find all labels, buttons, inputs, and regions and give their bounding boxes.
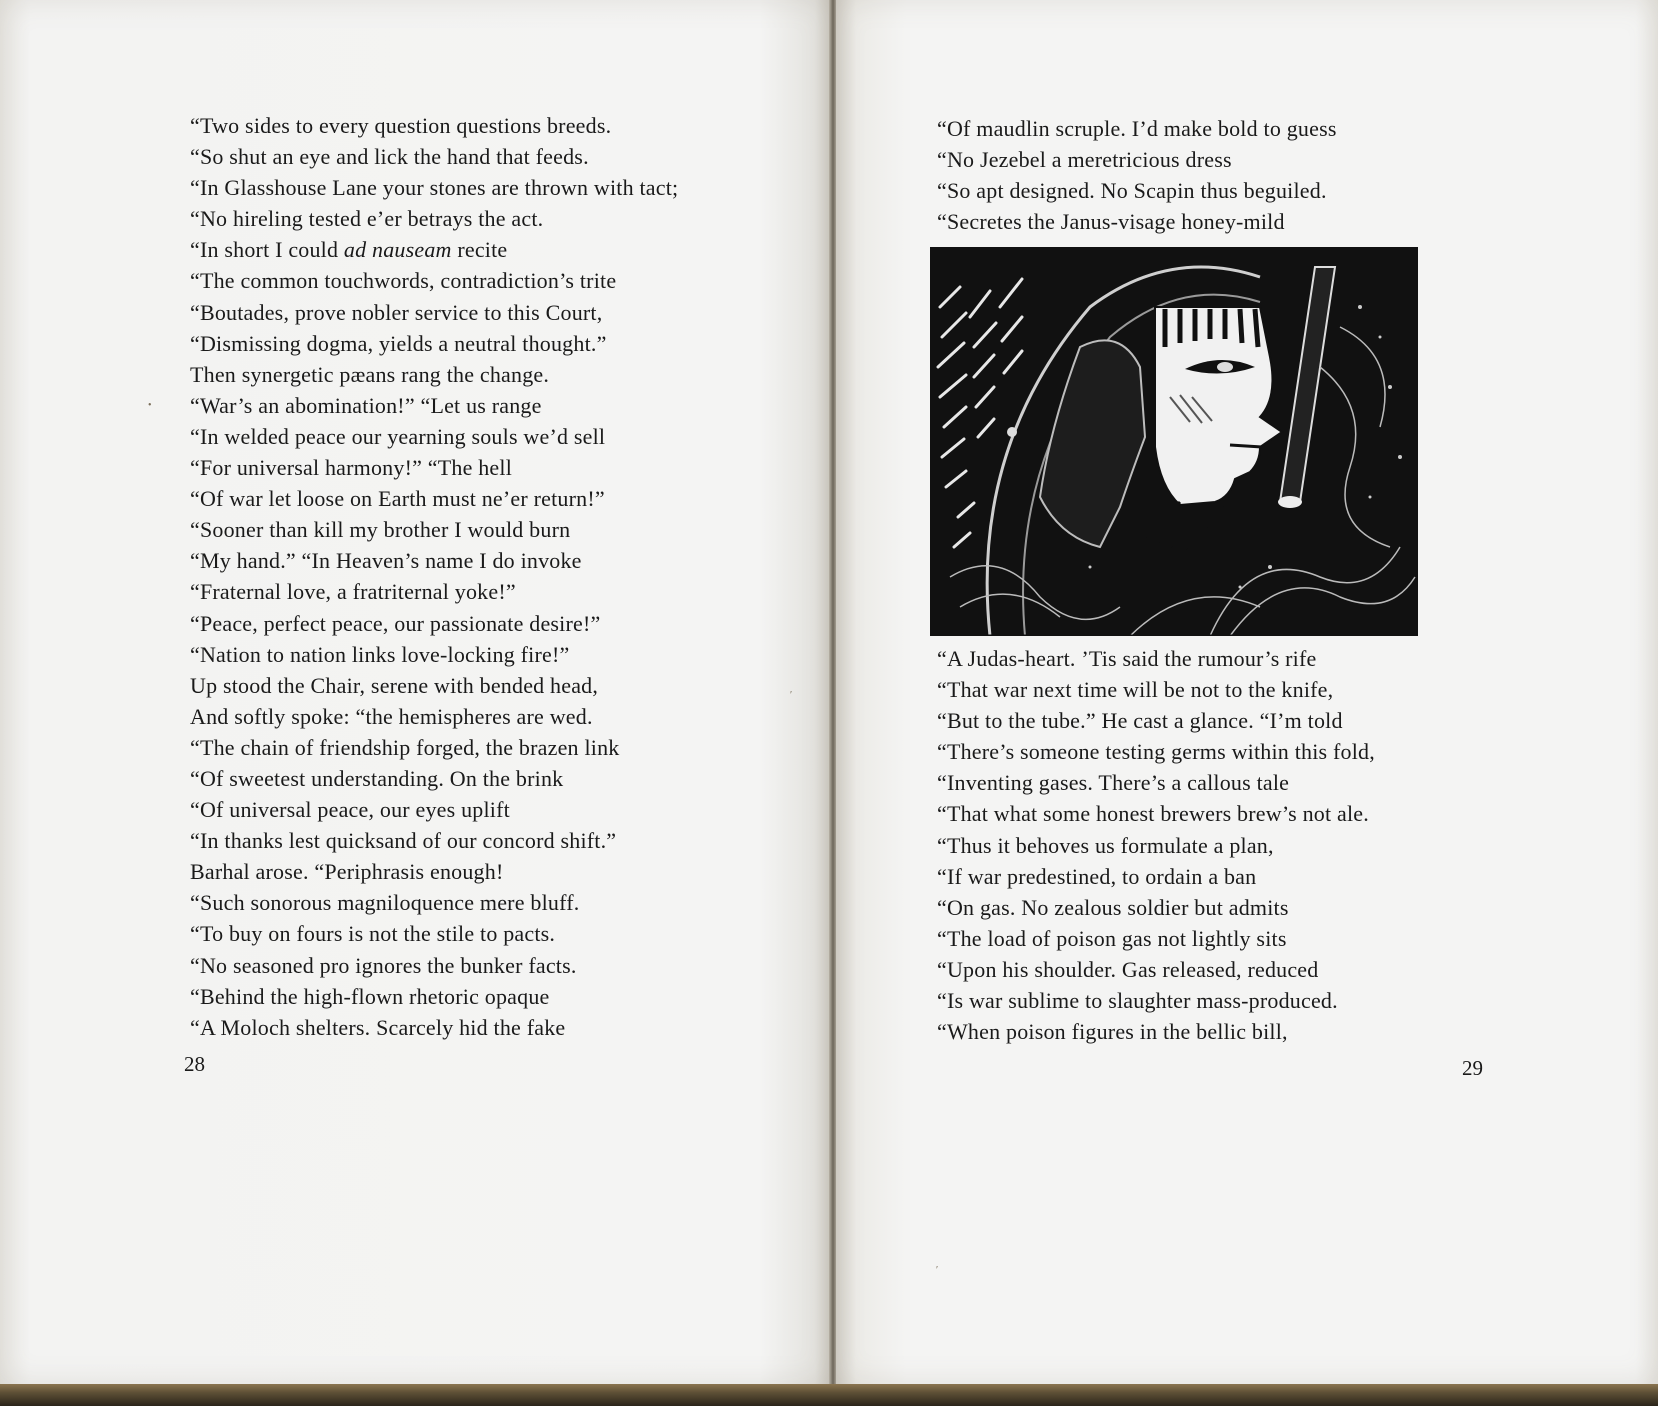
verse-line: “So apt designed. No Scapin thus beguiled. (937, 178, 1327, 204)
verse-line (190, 234, 678, 265)
paper-speck: • (148, 400, 152, 411)
verse-line: “In welded peace our yearning souls we’d sell (190, 423, 606, 449)
verse-line: “Of sweetest understanding. On the brink (190, 765, 564, 791)
book-cover-edge (0, 1384, 1658, 1406)
verse-line: “If war predestined, to ordain a ban (937, 863, 1257, 889)
verse-line: “That what some honest brewers brew’s not ale. (937, 801, 1369, 827)
verse-line: “No Jezebel a meretricious dress (937, 147, 1232, 173)
verse-text: “In short I could (190, 237, 344, 263)
verse-line: “When poison figures in the bellic bill, (937, 1019, 1288, 1045)
verse-line: “No seasoned pro ignores the bunker facts. (190, 952, 577, 978)
verse-line: “My hand.” “In Heaven’s name I do invoke (190, 548, 582, 574)
verse-line: “The common touchwords, contradiction’s trite (190, 268, 617, 294)
verse-text: recite (451, 237, 508, 263)
paper-speck: ′ (936, 1265, 939, 1276)
verse-line: Barhal arose. “Periphrasis enough! (190, 859, 504, 885)
left-page (0, 0, 831, 1384)
verse-line: “Nation to nation links love-locking fire!” (190, 641, 570, 667)
verse-line: “In Glasshouse Lane your stones are thrown with tact; (190, 175, 679, 201)
verse-line: Up stood the Chair, serene with bended head, (190, 672, 599, 698)
verse-line: “So shut an eye and lick the hand that feeds. (190, 144, 589, 170)
verse-line: “Behind the high-flown rhetoric opaque (190, 983, 550, 1009)
left-page-text (190, 110, 678, 1043)
verse-line: “Two sides to every question questions breeds. (190, 113, 612, 138)
verse-line: “Dismissing dogma, yields a neutral thought.” (190, 330, 607, 356)
verse-line: “A Judas-heart. ’Tis said the rumour’s rife (937, 646, 1317, 671)
italic-phrase: ad nauseam (343, 237, 452, 263)
verse-line: “A Moloch shelters. Scarcely hid the fake (190, 1014, 566, 1040)
verse-line: “Upon his shoulder. Gas released, reduced (937, 956, 1319, 982)
verse-line: “Peace, perfect peace, our passionate desire!” (190, 610, 601, 636)
verse-line: “On gas. No zealous soldier but admits (937, 894, 1289, 920)
verse-line: Then synergetic pæans rang the change. (190, 361, 550, 387)
verse-line: “The load of poison gas not lightly sits (937, 925, 1287, 951)
verse-line: “Sooner than kill my brother I would burn (190, 517, 571, 543)
verse-line: “Such sonorous magniloquence mere bluff. (190, 890, 580, 916)
wood-engraving-illustration (930, 247, 1418, 636)
verse-line: “Of war let loose on Earth must ne’er return!” (190, 486, 605, 512)
verse-line: And softly spoke: “the hemispheres are wed. (190, 703, 593, 729)
paper-speck: ′ (790, 690, 793, 701)
right-page-text-top (937, 113, 1337, 237)
verse-line: “Of maudlin scruple. I’d make bold to guess (937, 116, 1337, 141)
verse-line: “To buy on fours is not the stile to pacts. (190, 921, 556, 947)
right-page (836, 0, 1658, 1384)
verse-line: “Secretes the Janus-visage honey-mild (937, 209, 1285, 235)
verse-line: “Of universal peace, our eyes uplift (190, 797, 510, 823)
verse-line: “Boutades, prove nobler service to this Court, (190, 299, 603, 325)
verse-line: “Is war sublime to slaughter mass-produced. (937, 988, 1338, 1014)
page-number: 28 (184, 1052, 205, 1076)
page-number: 29 (1462, 1056, 1483, 1080)
verse-line: “The chain of friendship forged, the brazen link (190, 734, 620, 760)
verse-line: “In thanks lest quicksand of our concord shift.” (190, 828, 617, 854)
right-page-text-bottom (937, 643, 1375, 1047)
verse-line: “That war next time will be not to the knife, (937, 677, 1334, 703)
verse-line: “Thus it behoves us formulate a plan, (937, 832, 1274, 858)
verse-line: “There’s someone testing germs within this fold, (937, 739, 1375, 765)
verse-line: “No hireling tested e’er betrays the act. (190, 206, 544, 232)
engraving-image (930, 247, 1418, 636)
verse-line: “For universal harmony!” “The hell (190, 455, 513, 481)
verse-line: “Fraternal love, a fratriternal yoke!” (190, 579, 516, 605)
verse-line: “Inventing gases. There’s a callous tale (937, 770, 1290, 796)
verse-line: “War’s an abomination!” “Let us range (190, 392, 542, 418)
verse-line: “But to the tube.” He cast a glance. “I’m told (937, 708, 1343, 734)
